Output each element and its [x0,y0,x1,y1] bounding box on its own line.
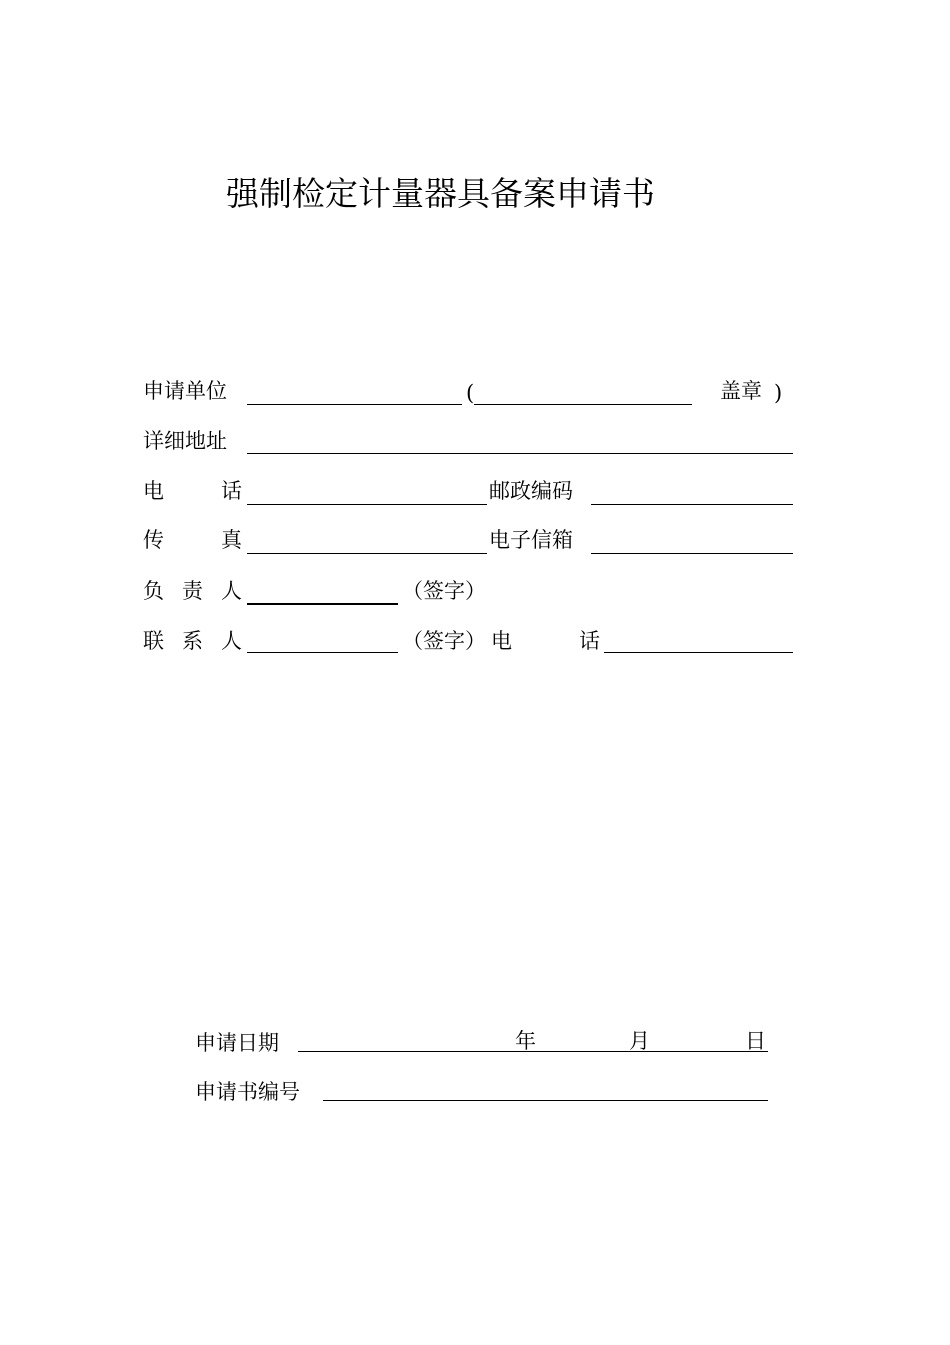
year-label: 年 [515,1029,536,1053]
applicant-unit-line[interactable] [247,404,462,405]
apply-date-label: 申请日期 [195,1031,279,1055]
phone-label-2: 话 [221,479,242,503]
seal-line[interactable] [474,404,692,405]
signature-label-2: （签字） [402,629,486,653]
postal-code-line[interactable] [591,504,793,505]
application-number-label: 申请书编号 [195,1080,300,1104]
fax-label-1: 传 [143,528,164,552]
month-label: 月 [629,1029,650,1053]
day-label: 日 [745,1029,766,1053]
contact-label-2: 系 [182,629,203,653]
contact-phone-label-1: 电 [491,629,512,653]
contact-label-3: 人 [221,629,242,653]
fax-line[interactable] [247,553,487,554]
contact-label-1: 联 [143,629,164,653]
paren-open: ( [466,381,475,405]
contact-line[interactable] [247,652,398,653]
application-number-line[interactable] [323,1100,768,1101]
email-label: 电子信箱 [489,528,573,552]
address-line[interactable] [247,453,793,454]
phone-label-1: 电 [143,479,164,503]
responsible-label-2: 责 [182,579,203,603]
postal-code-label: 邮政编码 [489,479,573,503]
email-line[interactable] [591,553,793,554]
address-label: 详细地址 [143,429,227,453]
paren-close: ) [774,381,783,405]
document-title: 强制检定计量器具备案申请书 [226,174,655,213]
responsible-line[interactable] [247,603,398,605]
phone-line[interactable] [247,504,487,505]
seal-label: 盖章 [720,379,762,403]
fax-label-2: 真 [221,528,242,552]
contact-phone-label-2: 话 [579,629,600,653]
responsible-label-1: 负 [143,579,164,603]
signature-label-1: （签字） [402,579,486,603]
contact-phone-line[interactable] [604,652,793,653]
applicant-unit-label: 申请单位 [143,379,227,403]
responsible-label-3: 人 [221,579,242,603]
